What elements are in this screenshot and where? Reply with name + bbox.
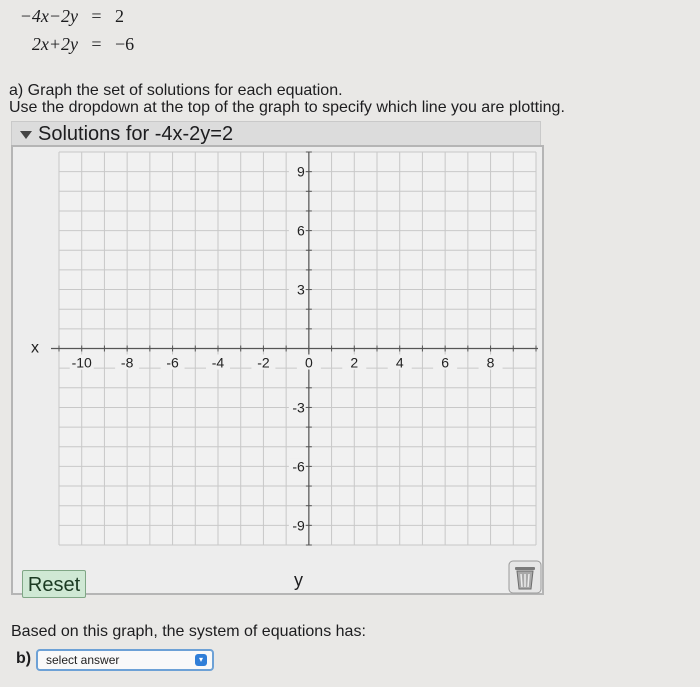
y-tick-label: -6: [292, 458, 305, 475]
y-tick-label: 3: [297, 281, 305, 298]
x-tick-label: 4: [395, 354, 404, 371]
x-tick-label: -6: [166, 354, 179, 371]
equation-2-rhs: −6: [115, 34, 135, 54]
x-tick-label: 2: [350, 354, 359, 371]
equation-1-lhs: −4x−2y: [19, 6, 78, 26]
equation-2-equals: =: [91, 34, 102, 54]
answer-select[interactable]: [36, 649, 214, 671]
x-tick-label: -10: [71, 354, 92, 371]
x-tick-label: -2: [257, 354, 270, 371]
x-tick-label: 0: [304, 354, 313, 371]
select-arrow-icon: ▾: [195, 654, 207, 666]
x-tick-label: -4: [211, 354, 225, 371]
x-tick-label: -8: [120, 354, 134, 371]
y-tick-label: 9: [297, 163, 305, 180]
equation-2-lhs: 2x+2y: [31, 34, 78, 54]
part-b-question: Based on this graph, the system of equations has:: [11, 623, 366, 640]
y-tick-label: 6: [297, 222, 305, 239]
reset-button[interactable]: Reset: [22, 570, 86, 598]
part-a-label: a) Graph the set of solutions for each equation.: [9, 82, 343, 99]
dropdown-title: Solutions for -4x-2y=2: [38, 123, 234, 145]
equation-1-rhs: 2: [115, 6, 124, 26]
part-a-instruction: Use the dropdown at the top of the graph to specify which line you are plotting.: [9, 99, 565, 116]
y-tick-label: -9: [292, 517, 305, 534]
x-tick-label: 8: [486, 354, 495, 371]
y-axis-label: y: [294, 570, 303, 590]
part-b-label: b): [16, 650, 32, 667]
trash-icon[interactable]: [508, 560, 542, 594]
equation-1-equals: =: [91, 6, 102, 26]
x-axis-label: x: [31, 339, 39, 357]
x-tick-label: 6: [441, 354, 450, 371]
answer-select-placeholder: select answer: [46, 653, 120, 667]
y-tick-label: -3: [292, 399, 305, 416]
